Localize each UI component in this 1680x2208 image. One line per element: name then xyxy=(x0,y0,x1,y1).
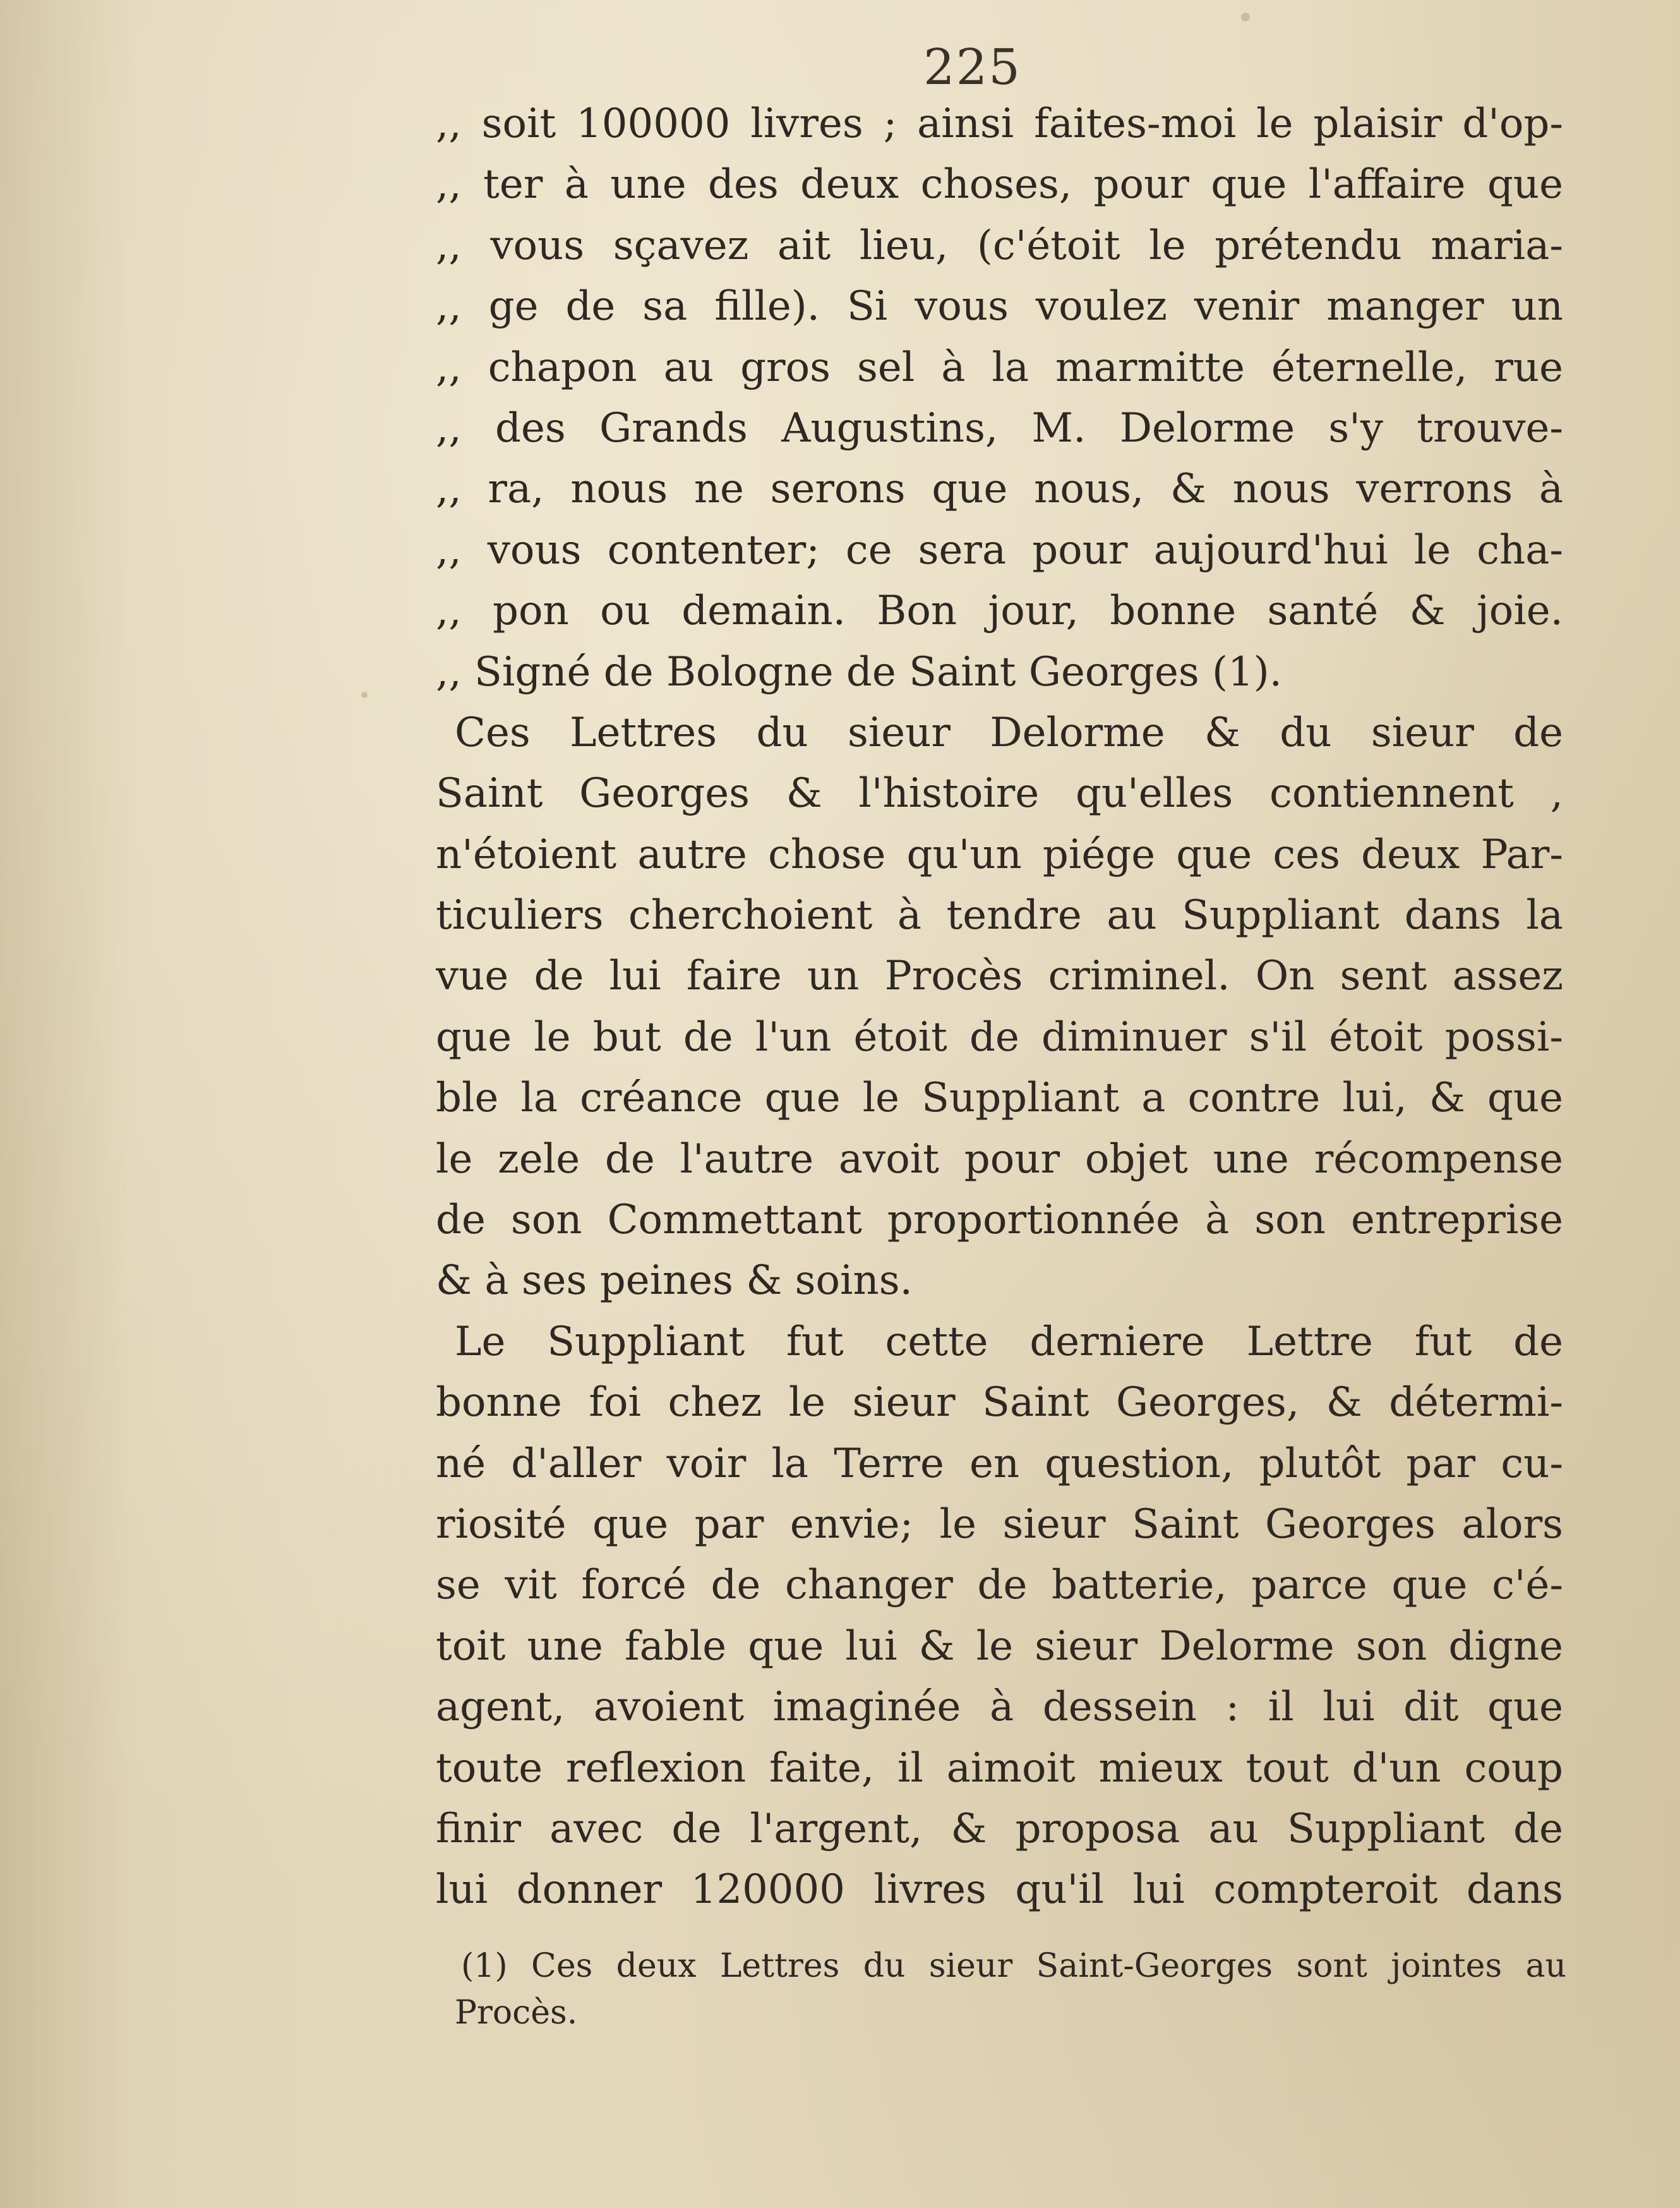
body-text xyxy=(436,94,1563,1921)
text-line: toute reflexion faite, il aimoit mieux tout d'un coup xyxy=(436,1744,1563,1792)
text-line: né d'aller voir la Terre en question, plutôt par cu- xyxy=(436,1440,1563,1487)
text-line: toit une fable que lui & le sieur Delorme son digne xyxy=(436,1622,1563,1670)
text-line: ,, chapon au gros sel à la marmitte éternelle, rue xyxy=(436,344,1563,391)
text-line: Le Suppliant fut cette derniere Lettre fut de xyxy=(455,1318,1563,1365)
text-line: se vit forcé de changer de batterie, parce que c'é- xyxy=(436,1562,1563,1609)
ink-spot xyxy=(1241,13,1250,21)
text-line: vue de lui faire un Procès criminel. On sent assez xyxy=(436,953,1563,1000)
text-line: de son Commettant proportionnée à son entreprise xyxy=(436,1197,1563,1244)
text-line: ,, des Grands Augustins, M. Delorme s'y trouve- xyxy=(436,404,1563,452)
text-line: agent, avoient imaginée à dessein : il lui dit que xyxy=(436,1684,1563,1731)
page-number: 225 xyxy=(923,39,1021,96)
text-line: le zele de l'autre avoit pour objet une récompense xyxy=(436,1135,1563,1183)
text-line: lui donner 120000 livres qu'il lui compteroit dans xyxy=(436,1866,1563,1914)
text-line: que le but de l'un étoit de diminuer s'il étoit possi- xyxy=(436,1013,1563,1061)
ink-spot xyxy=(361,692,368,698)
footnote xyxy=(455,1943,1566,2036)
text-line: ,, soit 100000 livres ; ainsi faites-moi le plaisir d'op- xyxy=(436,100,1563,147)
text-line: Ces Lettres du sieur Delorme & du sieur de xyxy=(455,709,1563,756)
text-line: ble la créance que le Suppliant a contre lui, & que xyxy=(436,1075,1563,1122)
text-line: Saint Georges & l'histoire qu'elles contiennent , xyxy=(436,770,1563,817)
footnote-line: (1) Ces deux Lettres du sieur Saint-Georges sont jointes au xyxy=(461,1947,1566,1985)
text-line: ,, ter à une des deux choses, pour que l'affaire que xyxy=(436,161,1563,208)
text-line: ,, pon ou demain. Bon jour, bonne santé & joie. xyxy=(436,588,1563,635)
text-line: ,, vous sçavez ait lieu, (c'étoit le prétendu maria- xyxy=(436,222,1563,269)
text-line: & à ses peines & soins. xyxy=(436,1257,913,1305)
footnote-line: Procès. xyxy=(455,1994,578,2032)
text-line: ,, vous contenter; ce sera pour aujourd'hui le cha- xyxy=(436,526,1563,574)
text-line: riosité que par envie; le sieur Saint Georges alors xyxy=(436,1500,1563,1548)
text-line: finir avec de l'argent, & proposa au Suppliant de xyxy=(436,1805,1563,1852)
text-line: ,, Signé de Bologne de Saint Georges (1). xyxy=(436,648,1282,696)
text-line: bonne foi chez le sieur Saint Georges, & détermi- xyxy=(436,1379,1563,1427)
text-line: ,, ge de sa fille). Si vous voulez venir manger un xyxy=(436,283,1563,330)
text-line: n'étoient autre chose qu'un piége que ces deux Par- xyxy=(436,831,1563,878)
text-line: ticuliers cherchoient à tendre au Suppliant dans la xyxy=(436,892,1563,939)
text-line: ,, ra, nous ne serons que nous, & nous verrons à xyxy=(436,466,1563,513)
